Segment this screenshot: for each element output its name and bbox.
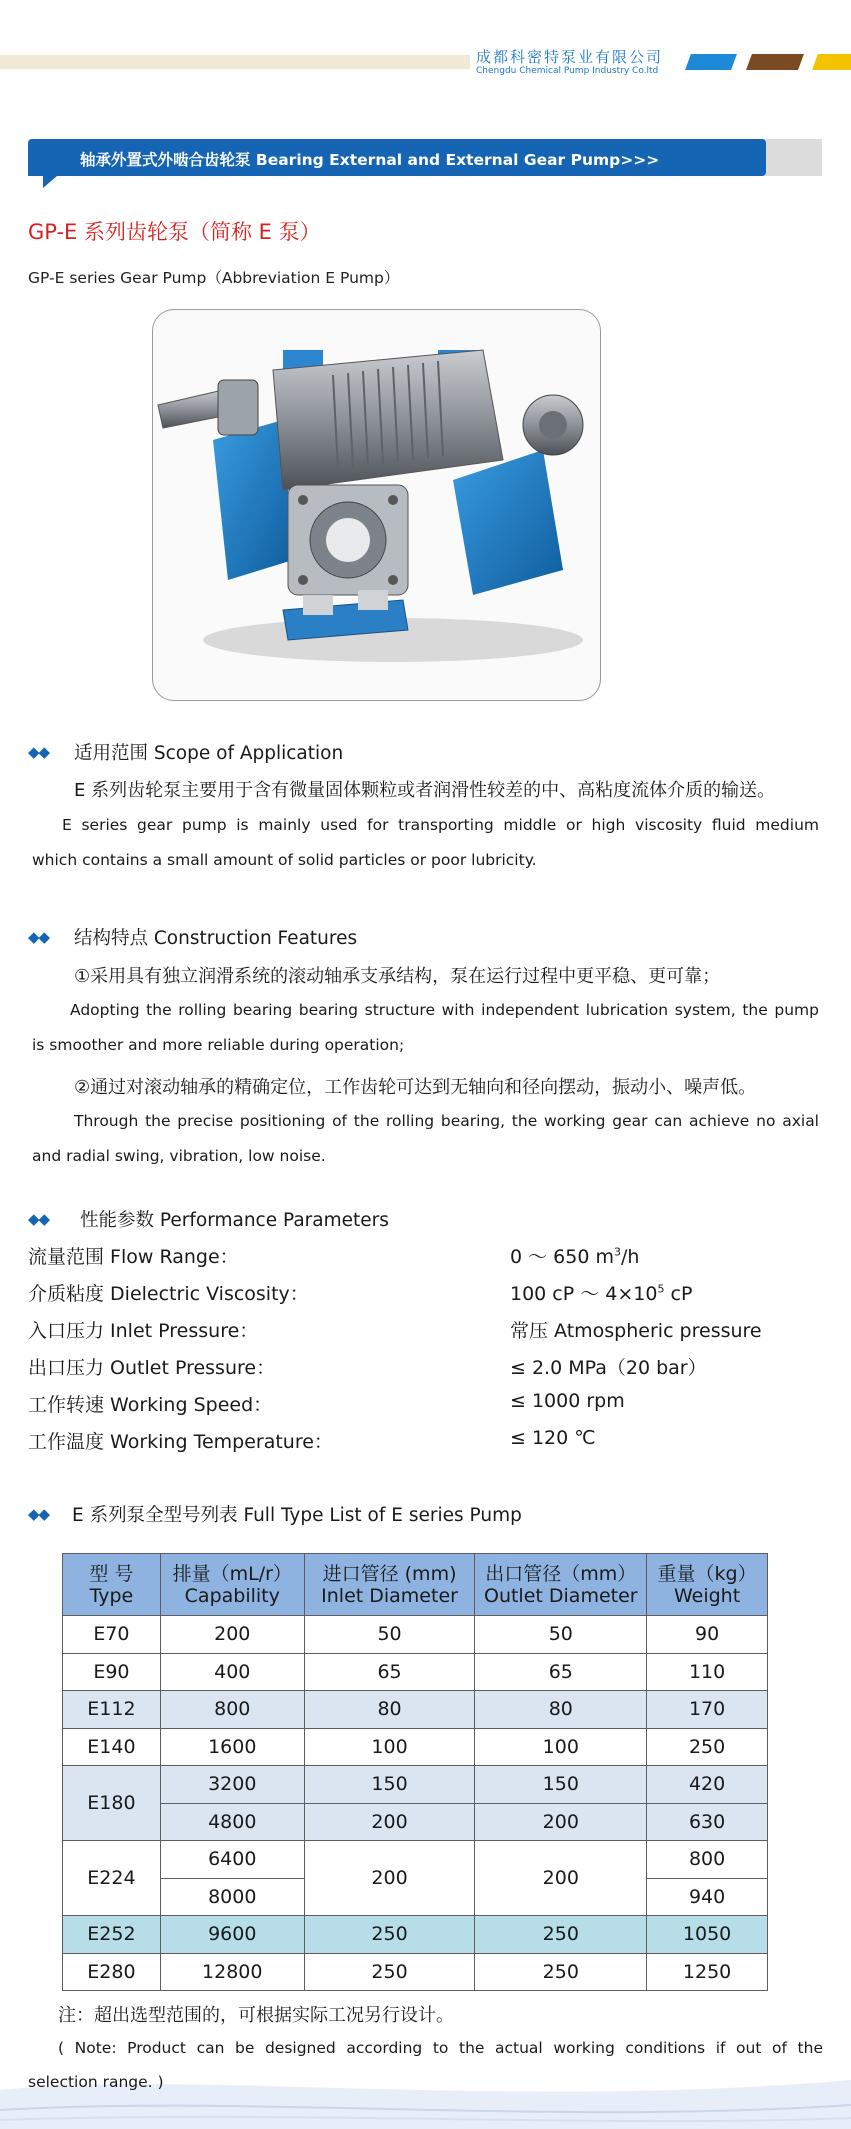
diamond-bullet: ◆◆	[28, 928, 50, 946]
param-label: 工作温度 Working Temperature：	[28, 1431, 333, 1453]
param-label: 工作转速 Working Speed：	[28, 1394, 273, 1416]
company-name-en: Chengdu Chemical Pump Industry Co.ltd	[476, 66, 659, 76]
product-title: GP-E 系列齿轮泵（简称 E 泵）	[28, 220, 321, 244]
header-capability: 排量（mL/r） Capability	[160, 1554, 304, 1616]
table-row: E280 12800 250 250 1250	[63, 1953, 768, 1991]
param-value: 100 cP ～ $4\times 10^5$ cP	[510, 1282, 693, 1305]
table-row: E140 1600 100 100 250	[63, 1728, 768, 1766]
table-row: E180 3200 150 150 420	[63, 1766, 768, 1804]
feature1-en-line1: Adopting the rolling bearing bearing structure with independent lubrication system, the pump	[70, 1001, 819, 1019]
stripe-blue	[685, 54, 737, 70]
scope-text-en-line1: E series gear pump is mainly used for transporting middle or high viscosity fluid medium	[62, 816, 819, 834]
note-cn: 注：超出选型范围的，可根据实际工况另行设计。	[58, 2005, 454, 2026]
header-inlet: 进口管径 (mm) Inlet Diameter	[304, 1554, 475, 1616]
gear-pump-illustration	[153, 310, 600, 700]
param-value: ≤ 120 ℃	[510, 1427, 596, 1449]
diamond-bullet: ◆◆	[28, 1210, 50, 1228]
footer-decoration	[0, 2010, 851, 2129]
feature2-en-line1: Through the precise positioning of the rolling bearing, the working gear can achieve no axial	[74, 1112, 819, 1130]
header-outlet: 出口管径（mm） Outlet Diameter	[475, 1554, 647, 1616]
scope-text-en-line2: which contains a small amount of solid particles or poor lubricity.	[32, 851, 537, 869]
param-label: 入口压力 Inlet Pressure：	[28, 1320, 259, 1342]
param-value: 0 ～ 650 $m^3/h$	[510, 1245, 640, 1268]
feature1-en-line2: is smoother and more reliable during operation;	[32, 1036, 405, 1054]
table-row: E70 200 50 50 90	[63, 1616, 768, 1654]
product-subtitle: GP-E series Gear Pump（Abbreviation E Pump）	[28, 269, 400, 287]
param-value: ≤ 1000 rpm	[510, 1390, 625, 1412]
scope-text-cn: E 系列齿轮泵主要用于含有微量固体颗粒或者润滑性较差的中、高粘度流体介质的输送。	[74, 780, 776, 801]
stripe-yellow	[812, 54, 851, 70]
param-value: ≤ 2.0 MPa（20 bar）	[510, 1357, 707, 1379]
param-value: 常压 Atmospheric pressure	[510, 1320, 762, 1342]
banner-title: 轴承外置式外啮合齿轮泵 Bearing External and External Gear Pump>>>	[80, 151, 660, 169]
features-heading: 结构特点 Construction Features	[74, 928, 358, 949]
diamond-bullet: ◆◆	[28, 743, 50, 761]
scope-heading: 适用范围 Scope of Application	[74, 743, 344, 764]
company-name-cn: 成都科密特泵业有限公司	[476, 48, 664, 66]
table-row: E112 800 80 80 170	[63, 1691, 768, 1729]
header-bar	[0, 55, 470, 69]
performance-heading: 性能参数 Performance Parameters	[80, 1210, 389, 1231]
table-header-row	[63, 1554, 768, 1616]
feature2-en-line2: and radial swing, vibration, low noise.	[32, 1147, 326, 1165]
table-row: E224 6400 200 200 800	[63, 1841, 768, 1879]
note-en-line1: ( Note: Product can be designed according to the actual working conditions if out of the	[58, 2039, 823, 2057]
feature2-cn: ②通过对滚动轴承的精确定位，工作齿轮可达到无轴向和径向摆动，振动小、噪声低。	[74, 1077, 757, 1098]
table-row: E90 400 65 65 110	[63, 1653, 768, 1691]
param-label: 流量范围 Flow Range：	[28, 1246, 239, 1268]
table-row: 8000 940	[63, 1878, 768, 1916]
header-weight: 重量（kg） Weight	[647, 1554, 768, 1616]
param-label: 介质粘度 Dielectric Viscosity：	[28, 1283, 309, 1305]
diamond-bullet: ◆◆	[28, 1505, 50, 1523]
param-label: 出口压力 Outlet Pressure：	[28, 1357, 276, 1379]
type-list-table	[62, 1553, 768, 1991]
note-en-line2: selection range. )	[28, 2073, 164, 2091]
banner-tail	[43, 176, 57, 188]
table-row: 4800 200 200 630	[63, 1803, 768, 1841]
typelist-heading: E 系列泵全型号列表 Full Type List of E series Pump	[72, 1505, 522, 1526]
product-image	[152, 309, 601, 701]
stripe-brown	[746, 54, 804, 70]
header-type: 型 号 Type	[63, 1554, 161, 1616]
table-row: E252 9600 250 250 1050	[63, 1916, 768, 1954]
feature1-cn: ①采用具有独立润滑系统的滚动轴承支承结构，泵在运行过程中更平稳、更可靠；	[74, 966, 721, 987]
